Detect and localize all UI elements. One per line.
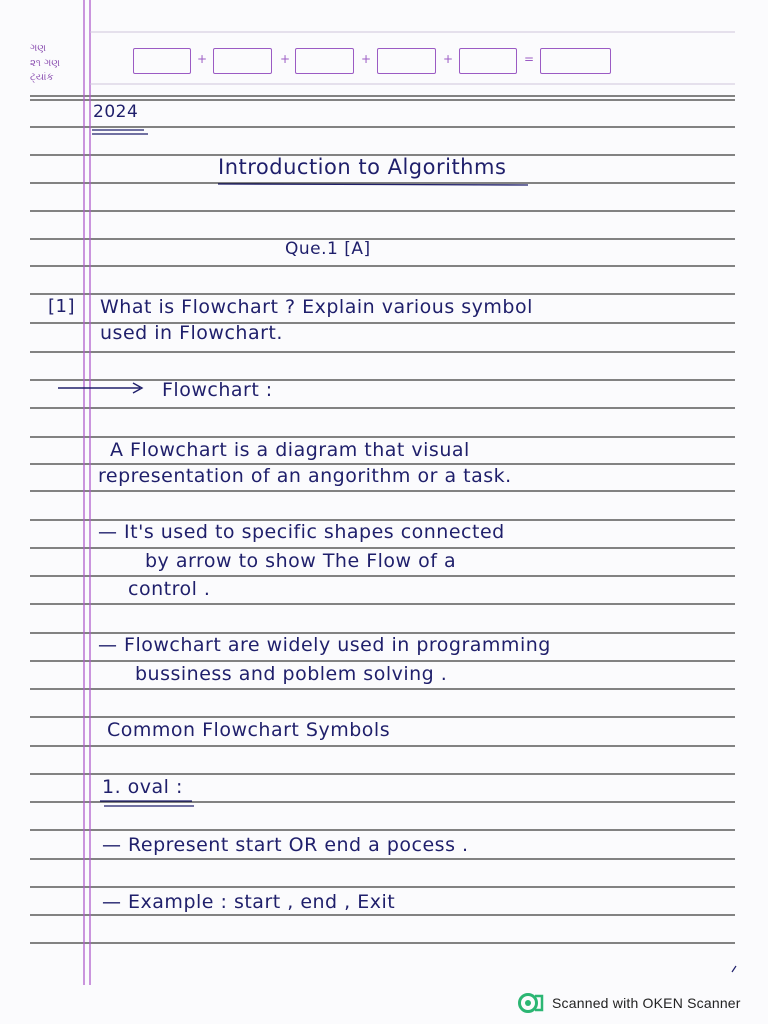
plus-sign: + <box>443 52 454 66</box>
point-1-line-1: — It's used to specific shapes connected <box>98 521 505 543</box>
header-mark-1: ગણ <box>30 43 47 54</box>
definition-line-2: representation of an angorithm or a task. <box>98 465 512 487</box>
marks-box-4 <box>377 48 436 74</box>
marks-box-5 <box>459 48 517 74</box>
scanner-text: Scanned with OKEN Scanner <box>552 995 741 1011</box>
header-mark-3: ટ્યાંક <box>30 72 54 83</box>
marks-box-1 <box>133 48 191 74</box>
point-2-line-2: bussiness and poblem solving . <box>135 663 448 685</box>
question-reference: Que.1 [A] <box>285 239 371 259</box>
question-number: [1] <box>48 296 75 317</box>
marks-total-box <box>540 48 611 74</box>
oval-heading: 1. oval : <box>102 776 183 798</box>
oval-point-1: — Represent start OR end a pocess . <box>102 834 469 856</box>
point-1-line-3: control . <box>128 578 211 600</box>
definition-line-1: A Flowchart is a diagram that visual <box>110 439 470 461</box>
oken-scanner-logo-icon <box>518 993 544 1013</box>
question-line-2: used in Flowchart. <box>100 322 283 344</box>
year: 2024 <box>93 102 139 122</box>
oval-point-2: — Example : start , end , Exit <box>102 891 396 913</box>
symbols-heading: Common Flowchart Symbols <box>107 719 391 741</box>
marks-box-3 <box>295 48 354 74</box>
point-2-line-1: — Flowchart are widely used in programming <box>98 634 551 656</box>
plus-sign: + <box>197 52 208 66</box>
flowchart-heading: Flowchart : <box>162 379 273 401</box>
question-line-1: What is Flowchart ? Explain various symbol <box>100 296 533 318</box>
point-1-line-2: by arrow to show The Flow of a <box>145 550 457 572</box>
plus-sign: + <box>280 52 291 66</box>
marks-box-2 <box>213 48 272 74</box>
equals-sign: = <box>524 52 535 66</box>
page-title: Introduction to Algorithms <box>218 155 507 179</box>
plus-sign: + <box>361 52 372 66</box>
scanner-watermark <box>518 993 741 1013</box>
header-mark-2: ૨૧ ગણ <box>30 58 60 69</box>
